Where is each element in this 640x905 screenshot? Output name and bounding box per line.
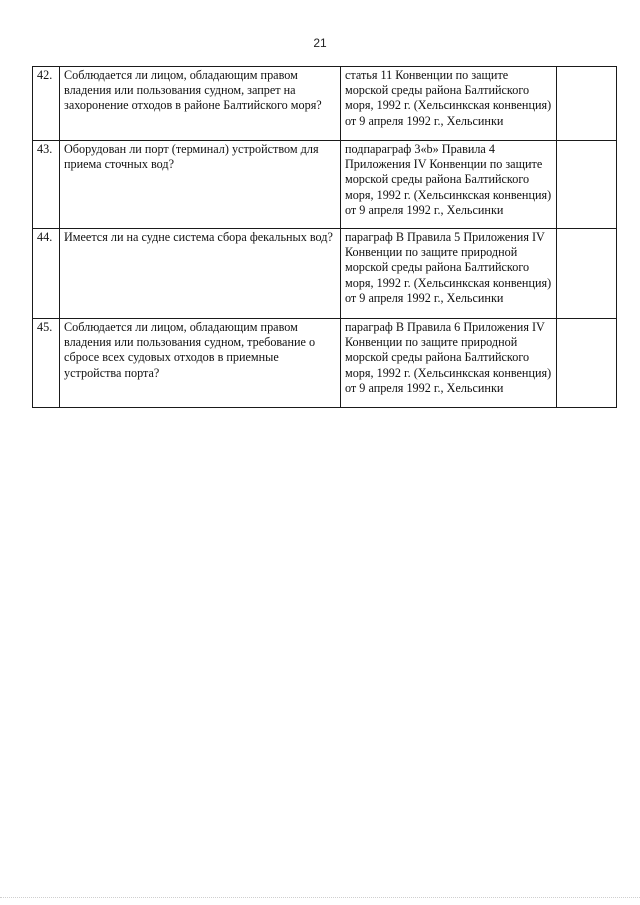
answer-cell [557, 229, 617, 319]
legal-reference: параграф В Правила 5 Приложения IV Конвенции по защите природной морской среды района Балтийского моря, 1992 г. (Хельсинкская конвенция) от 9 апреля 1992 г., Хельсинки [341, 229, 557, 319]
row-number: 45. [33, 319, 60, 408]
row-number: 43. [33, 141, 60, 229]
question-text: Имеется ли на судне система сбора фекальных вод? [60, 229, 341, 319]
table-row [33, 141, 617, 229]
scan-edge-divider [0, 897, 640, 899]
checklist-table [32, 66, 617, 408]
row-number: 42. [33, 67, 60, 141]
question-text: Оборудован ли порт (терминал) устройством для приема сточных вод? [60, 141, 341, 229]
legal-reference: подпараграф 3«b» Правила 4 Приложения IV Конвенции по защите морской среды района Балтийского моря, 1992 г. (Хельсинкская конвенция) от 9 апреля 1992 г., Хельсинки [341, 141, 557, 229]
answer-cell [557, 67, 617, 141]
table-row [33, 67, 617, 141]
question-text: Соблюдается ли лицом, обладающим правом владения или пользования судном, требование о сбросе всех судовых отходов в приемные устройства порта? [60, 319, 341, 408]
legal-reference: параграф В Правила 6 Приложения IV Конвенции по защите природной морской среды района Балтийского моря, 1992 г. (Хельсинкская конвенция) от 9 апреля 1992 г., Хельсинки [341, 319, 557, 408]
table-row [33, 229, 617, 319]
legal-reference: статья 11 Конвенции по защите морской среды района Балтийского моря, 1992 г. (Хельсинкская конвенция) от 9 апреля 1992 г., Хельсинки [341, 67, 557, 141]
row-number: 44. [33, 229, 60, 319]
answer-cell [557, 141, 617, 229]
table-row [33, 319, 617, 408]
page-number: 21 [313, 36, 327, 50]
answer-cell [557, 319, 617, 408]
question-text: Соблюдается ли лицом, обладающим правом владения или пользования судном, запрет на захоронение отходов в районе Балтийского моря? [60, 67, 341, 141]
